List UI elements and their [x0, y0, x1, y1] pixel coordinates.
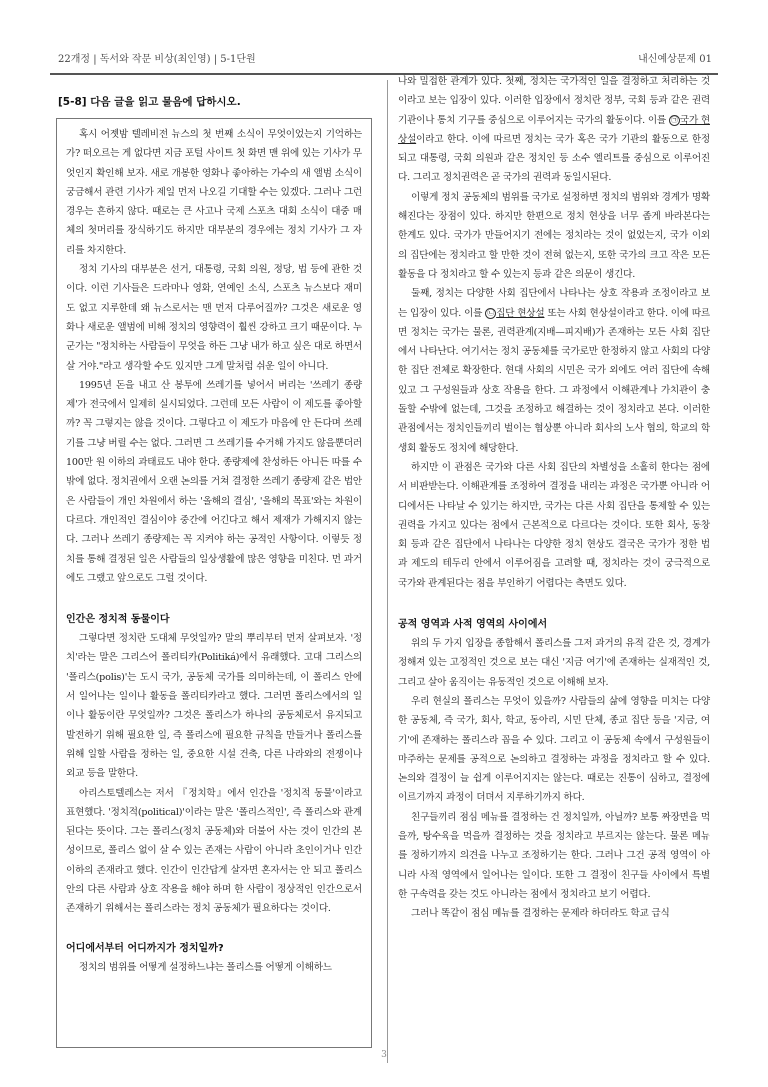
column-divider — [387, 80, 388, 1063]
question-title: [5-8] 다음 글을 읽고 물음에 답하시오. — [58, 96, 241, 108]
left-column-text — [66, 125, 362, 977]
paragraph: 정치의 범위를 어떻게 설정하느냐는 폴리스를 어떻게 이해하느 — [79, 961, 332, 973]
paragraph: 정치 기사의 대부분은 선거, 대통령, 국회 의원, 정당, 법 등에 관한 것이다. 이런 기사들은 드라마나 영화, 연예인 소식, 스포츠 뉴스보다 재미도 없고 지루한데 왜 뉴스로서는 맨 먼저 다루어질까? 그것은 새로운 영화나 새로운 앨범에 비해 정치의 영향력이 훨씬 강하고 크기 때문이다. 누군가는 "정치하는 사람들이 무엇을 하든 그냥 내가 하고 싶은 대로 하면서 살 거야."라고 생각할 수도 있지만 그게 말처럼 쉬운 일이 아니다. — [66, 264, 362, 372]
text-run: 이라고 한다. 이에 따르면 정치는 국가 혹은 국가 기관의 활동으로 한정되고 대통령, 국회 의원과 같은 정치인 등 소수 엘리트를 중심으로 이루어진다. 그리고 정치권력은 곧 국가의 권력과 동일시된다. — [398, 133, 710, 184]
paragraph: 1995년 돈을 내고 산 봉투에 쓰레기를 넣어서 버리는 '쓰레기 종량제'가 전국에서 일제히 실시되었다. 그런데 모든 사람이 이 제도를 좋아할까? 꼭 그렇지는 않을 것이다. 그렇다고 이 제도가 마음에 안 든다며 쓰레기를 그냥 버릴 수는 없다. 그러면 그 쓰레기를 수거해 가지도 않을뿐더러 100만 원 이하의 과태료도 내야 한다. 종량제에 찬성하든 아니든 따를 수밖에 없다. 정치권에서 오랜 논의를 거쳐 결정한 쓰레기 종량제 같은 법안은 사람들이 개인 차원에서 하는 '올해의 결심', '올해의 목표'와는 차원이 다르다. 개인적인 결심이야 중간에 어긴다고 해서 제재가 가해지지 않는다. 그러나 쓰레기 종량제는 꼭 지켜야 하는 공적인 사항이다. 이렇듯 정치를 통해 결정된 일은 사람들의 일상생활에 많은 영향을 미친다. 먼 과거에도 그랬고 앞으로도 그럴 것이다. — [66, 379, 362, 584]
paragraph: 아리스토텔레스는 저서 『정치학』에서 인간을 '정치적 동물'이라고 표현했다. '정치적(political)'이라는 말은 '폴리스적인', 즉 폴리스와 관계된다는 뜻이다. 그는 폴리스(정치 공동체)와 더불어 사는 것이 인간의 본성이므로, 폴리스 없이 살 수 있는 존재는 사람이 아니라 초인이거나 인간 이하의 존재라고 했다. 인간이 인간답게 살자면 혼자서는 안 되고 폴리스 안의 다른 사람과 상호 작용을 해야 하며 한 사람이 정상적인 인간으로서 존재하기 위해서는 폴리스라는 정치 공동체가 필요하다는 것이다. — [66, 787, 362, 915]
text-run: 둘째, 정치는 다양한 사회 집단에서 나타나는 상호 작용과 조정이라고 보는 입장이 있다. 이를 — [398, 288, 710, 319]
paragraph: 이렇게 정치 공동체의 범위를 국가로 설정하면 정치의 범위와 경계가 명확해진다는 장점이 있다. 하지만 한편으로 정치 현상을 너무 좁게 바라본다는 한계도 있다. 국가가 만들어지기 전에는 정치라는 것이 없었는지, 국가 이외의 집단에는 정치라고 할 만한 것이 전혀 없는지, 또한 국가의 크고 작은 모든 활동을 다 정치라고 할 수 있는지 등과 같은 의문이 생긴다. — [398, 191, 710, 280]
section-heading: 인간은 정치적 동물이다 — [66, 614, 170, 626]
page-header — [50, 50, 718, 66]
question-heading-area — [58, 92, 370, 119]
right-column-text — [398, 72, 710, 923]
paragraph: 우리 현실의 폴리스는 무엇이 있을까? 사람들의 삶에 영향을 미치는 다양한 공동체, 즉 국가, 회사, 학교, 동아리, 시민 단체, 종교 집단 등을 '지금, 여기'에 존재하는 폴리스라 꼽을 수 있다. 그리고 이 공동체 속에서 구성원들이 마주하는 문제를 공적으로 논의하고 결정하는 과정을 정치라고 할 수 있다. 논의와 결정이 늘 쉽게 이루어지지는 않는다. 때로는 진통이 심하고, 결정에 이르기까지 과정이 더뎌서 지루하기까지 하다. — [398, 695, 710, 804]
section-heading: 공적 영역과 사적 영역의 사이에서 — [398, 619, 548, 631]
text-run: 또는 사회 현상설이라고 한다. 이에 따르면 정치는 국가는 물론, 권력관계(지배—피지배)가 존재하는 모든 사회 집단에서 나타난다. 여기서는 정치 공동체를 국가로만 한정하지 않고 사회의 다양한 집단 전체로 확장한다. 현대 사회의 시민은 국가 외에도 여러 집단에 속해 있고 그 구성원들과 상호 작용을 한다. 그 과정에서 이해관계나 가치관이 충돌할 수밖에 없는데, 그것을 조정하고 해결하는 것이 정치라고 본다. 이러한 관점에서는 정치인들끼리 벌이는 협상뿐 아니라 회사의 노사 협의, 학교의 학생회 활동도 정치에 해당한다. — [398, 307, 711, 454]
underlined-term: 국가 현상설 — [398, 114, 710, 145]
paragraph: 하지만 이 관점은 국가와 다른 사회 집단의 차별성을 소홀히 한다는 점에서 비판받는다. 이해관계를 조정하여 결정을 내리는 과정은 국가뿐 아니라 어디에서든 나타날 수 있기는 하지만, 국가는 다른 사회 집단을 통제할 수 있는 권력을 가지고 있다는 점에서 근본적으로 다르다는 것이다. 또한 회사, 동창회 등과 같은 집단에서 나타나는 다양한 정치 현상도 결국은 국가가 정한 법과 제도의 테두리 안에서 이루어짐을 고려할 때, 정치라는 것이 궁극적으로 국가와 관계된다는 점을 부인하기 어렵다는 측면도 있다. — [398, 461, 710, 589]
text-run: 나와 밀접한 관계가 있다. 첫째, 정치는 국가적인 일을 결정하고 처리하는 것이라고 보는 입장이 있다. 이러한 입장에서 정치란 정부, 국회 등과 같은 권력 기관이나 통치 기구를 중심으로 이루어지는 국가의 활동이다. 이를 — [398, 76, 710, 126]
header-exam-label: 내신예상문제 01 — [638, 54, 712, 65]
paragraph: 혹시 어젯밤 텔레비전 뉴스의 첫 번째 소식이 무엇이었는지 기억하는가? 떠오르는 게 없다면 지금 포털 사이트 첫 화면 맨 위에 있는 기사가 무엇인지 확인해 보자. 새로 개봉한 영화나 좋아하는 가수의 새 앨범 소식이 궁금해서 관련 기사가 제일 먼저 나오길 기대할 수는 있겠다. 그러나 그런 경우는 흔하지 않다. 때로는 큰 사고나 국제 스포츠 대회 소식이 대중 매체의 첫머리를 장식하기도 하지만 대부분의 경우에는 정치 기사가 그 자리를 차지한다. — [66, 129, 362, 256]
paragraph: 친구들끼리 점심 메뉴를 결정하는 건 정치일까, 아닐까? 보통 짜장면을 먹을까, 탕수육을 먹을까 결정하는 것을 정치라고 부르지는 않는다. 물론 메뉴를 정하기까지 의견을 나누고 조정하기는 한다. 그러나 그건 공적 영역이 아니라 사적 영역에서 일어나는 일이다. 또한 그 결정이 친구들 사이에서 특별한 구속력을 갖는 것도 아니라는 점에서 정치라고 보기 어렵다. — [398, 811, 710, 900]
page-number: 3 — [381, 1050, 387, 1060]
marker-circle: ㉡ — [485, 308, 496, 319]
marker-circle: ㉠ — [669, 115, 680, 126]
paragraph: 위의 두 가지 입장을 종합해서 폴리스를 그저 과거의 유적 같은 것, 경계가 정해져 있는 고정적인 것으로 보는 대신 '지금 여기'에 존재하는 실재적인 것, 그리고 살아 움직이는 유동적인 것으로 이해해 보자. — [398, 638, 710, 688]
header-course-info: 22개정 | 독서와 작문 비상(최인영) | 5-1단원 — [58, 54, 256, 65]
paragraph — [398, 284, 710, 458]
underlined-term: 집단 현상설 — [496, 307, 545, 319]
paragraph: 그렇다면 정치란 도대체 무엇일까? 말의 뿌리부터 먼저 살펴보자. '정치'라는 말은 그리스어 폴리티카(Politiká)에서 유래했다. 고대 그리스의 '폴리스(polis)'는 도시 국가, 공동체 국가를 의미하는데, 이 폴리스 안에서 일어나는 일이나 활동을 폴리티카라고 했다. 그러면 폴리스에서의 일이나 활동이란 무엇일까? 그것은 폴리스가 하나의 공동체로서 유지되고 발전하기 위해 필요한 일, 즉 폴리스에 필요한 규칙을 만들거나 폴리스를 위해 일할 사람을 정하는 일, 중요한 시설 건축, 다른 나라와의 전쟁이나 외교 등을 말한다. — [66, 633, 362, 780]
paragraph — [398, 72, 710, 188]
section-heading: 어디에서부터 어디까지가 정치일까? — [66, 942, 224, 954]
paragraph: 그러나 똑같이 점심 메뉴를 결정하는 문제라 하더라도 학교 급식 — [411, 908, 670, 920]
